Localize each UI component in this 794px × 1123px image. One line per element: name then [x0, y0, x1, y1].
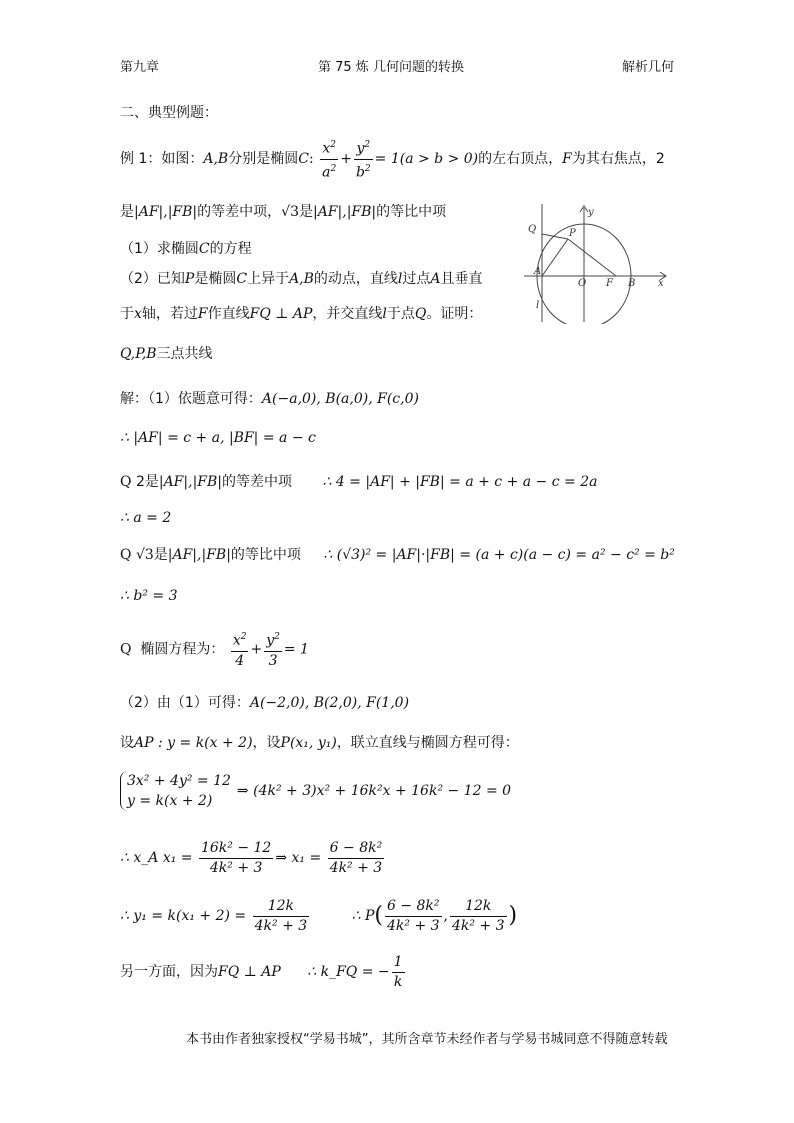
label-a: A	[534, 266, 542, 277]
solution-line-4: ∴ a = 2	[120, 510, 172, 526]
solution-line-10: 3x² + 4y² = 12 y = k(x + 2) ⇒ (4k² + 3)x² + 16k²x + 16k² − 12 = 0	[120, 768, 511, 814]
fraction-x2-4: $\frac{x^2}{4}$	[231, 628, 249, 671]
label-q: Q	[528, 224, 537, 235]
fraction-p-x: $\frac{\text{6 − 8k²}}{\text{4k² + 3}}$	[386, 897, 440, 934]
equation-system: 3x² + 4y² = 12 y = k(x + 2)	[120, 771, 237, 811]
label-x: x	[658, 278, 664, 289]
fraction-x2-a2: $\frac{x^2}{a^2}$	[320, 136, 338, 182]
segment-pf	[568, 239, 616, 276]
label-y: y	[588, 207, 594, 218]
fraction-p-y: $\frac{12k}{\text{4k² + 3}}$	[451, 897, 505, 934]
solution-line-2: ∴ |AF| = c + a, |BF| = a − c	[120, 430, 316, 446]
problem-line-1: 例 1：如图：A,B分别是椭圆C: $\frac{x^2}{a^2}$ + $\frac{y^2}{b^2}$ = 1(a > b > 0)的左右顶点，F为其右焦点，2	[120, 136, 665, 178]
fraction-x1: $\frac{\text{6 − 8k²}}{\text{4k² + 3}}$	[329, 839, 383, 876]
ellipse-figure	[524, 204, 674, 324]
problem-line-2: 是|AF|,|FB|的等差中项，√3是|AF|,|FB|的等比中项	[120, 204, 447, 220]
fraction-product: $\frac{\text{16k² − 12}}{\text{4k² + 3}}$	[200, 839, 272, 876]
problem-part-2-line-1: （2）已知P是椭圆C上异于A,B的动点，直线l过点A且垂直	[120, 271, 483, 287]
label-l: l	[536, 300, 540, 311]
solution-line-7: Q 椭圆方程为： $\frac{x^2}{4}$ + $\frac{y^2}{3}$ = 1	[120, 628, 309, 670]
problem-part-2-line-3: Q,P,B三点共线	[120, 346, 213, 362]
problem-part-2-line-2: 于x轴，若过F作直线FQ ⊥ AP，并交直线l于点Q。证明：	[120, 306, 483, 322]
fraction-slope: $\frac{1}{k}$	[393, 953, 403, 990]
fraction-y1: $\frac{12k}{\text{4k² + 3}}$	[254, 897, 308, 934]
footer-copyright: 本书由作者独家授权“学易书城”，其所含章节未经作者与学易书城同意不得随意转载	[186, 1032, 668, 1047]
header-lesson-title: 第 75 炼 几何问题的转换	[318, 60, 464, 75]
segment-pa	[542, 239, 568, 276]
header-chapter: 第九章	[120, 60, 160, 75]
solution-line-3: Q 2是|AF|,|FB|的等差中项 ∴ 4 = |AF| + |FB| = a + c + a − c = 2a	[120, 474, 598, 490]
label-p: P	[569, 228, 576, 239]
solution-line-11: ∴ x_A x₁ = $\frac{\text{16k² − 12}}{\text{4k² + 3}}$ ⇒ x₁ = $\frac{\text{6 − 8k²}}{\text{4k² + 3}}$	[120, 839, 383, 876]
solution-line-12: ∴ y₁ = k(x₁ + 2) = $\frac{12k}{\text{4k² + 3}}$ ∴ P( $\frac{\text{6 − 8k²}}{\text{4k² + 3}}$ , $\frac{12k}{\text{4k² + 3}}$ )	[120, 897, 518, 934]
solution-line-6: ∴ b² = 3	[120, 588, 178, 604]
problem-part-1: （1）求椭圆C的方程	[120, 241, 252, 257]
solution-line-9: 设AP : y = k(x + 2)，设P(x₁, y₁)，联立直线与椭圆方程可得：	[120, 735, 519, 751]
label-f: F	[606, 278, 613, 289]
solution-line-13: 另一方面，因为FQ ⊥ AP ∴ k_FQ = − $\frac{1}{k}$	[120, 953, 403, 990]
header-subject: 解析几何	[622, 60, 675, 75]
fraction-y2-b2: $\frac{y^2}{b^2}$	[354, 136, 373, 182]
solution-line-8: （2）由（1）可得：A(−2,0), B(2,0), F(1,0)	[120, 695, 410, 711]
label-b: B	[628, 278, 636, 289]
solution-line-1: 解：（1）依题意可得：A(−a,0), B(a,0), F(c,0)	[120, 391, 419, 407]
label-o: O	[578, 278, 587, 289]
solution-line-5: Q √3是|AF|,|FB|的等比中项 ∴ (√3)² = |AF|·|FB| = (a + c)(a − c) = a² − c² = b²	[120, 547, 675, 563]
section-title: 二、典型例题：	[120, 105, 218, 121]
fraction-y2-3: $\frac{y^2}{3}$	[264, 628, 282, 671]
